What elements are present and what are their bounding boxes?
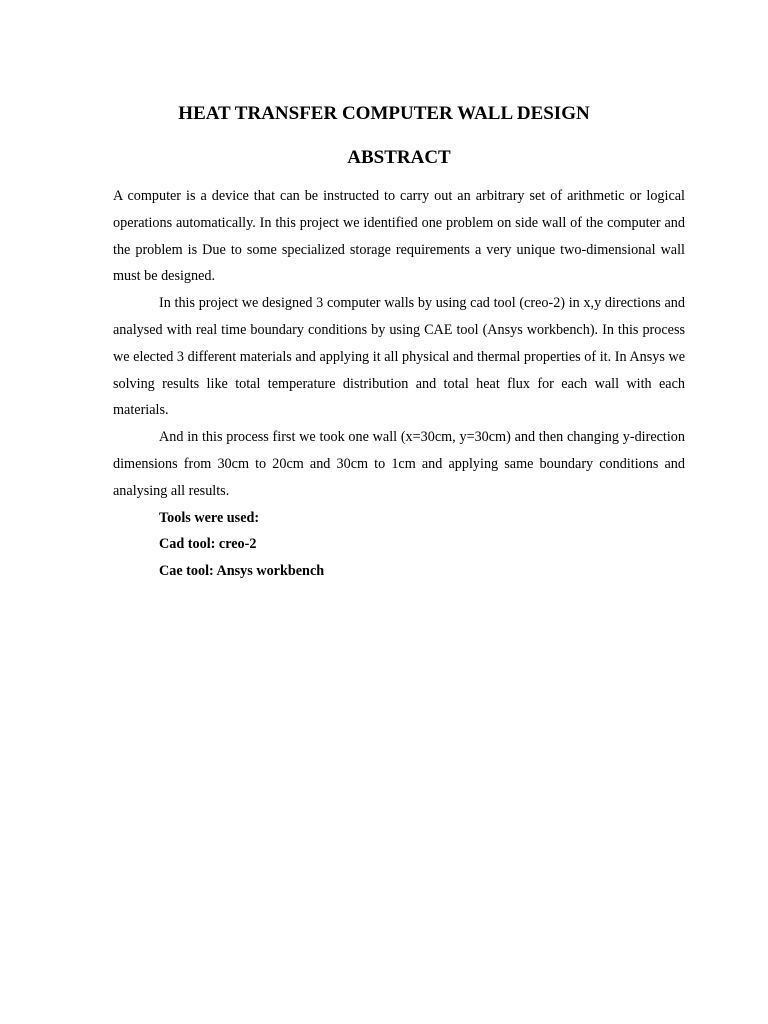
abstract-body <box>113 183 685 585</box>
abstract-paragraph-2: In this project we designed 3 computer walls by using cad tool (creo-2) in x,y directions and analysed with real time boundary conditions by using CAE tool (Ansys workbench). In this process we elected 3 different materials and applying it all physical and thermal properties of it. In Ansys we solving results like total temperature distribution and total heat flux for each wall with each materials. <box>113 295 685 419</box>
abstract-paragraph-3: And in this process first we took one wall (x=30cm, y=30cm) and then changing y-direction dimensions from 30cm to 20cm and 30cm to 1cm and applying same boundary conditions and analysing all results. <box>113 429 685 499</box>
tool-item-cae: Cae tool: Ansys workbench <box>159 563 325 580</box>
abstract-heading: ABSTRACT <box>347 147 451 168</box>
document-title: HEAT TRANSFER COMPUTER WALL DESIGN <box>178 103 590 124</box>
tools-heading: Tools were used: <box>159 509 260 526</box>
abstract-paragraph-1: A computer is a device that can be instructed to carry out an arbitrary set of arithmetic or logical operations automatically. In this project we identified one problem on side wall of the computer and the problem is Due to some specialized storage requirements a very unique two-dimensional wall must be designed. <box>113 188 685 285</box>
tool-item-cad: Cad tool: creo-2 <box>159 536 257 553</box>
